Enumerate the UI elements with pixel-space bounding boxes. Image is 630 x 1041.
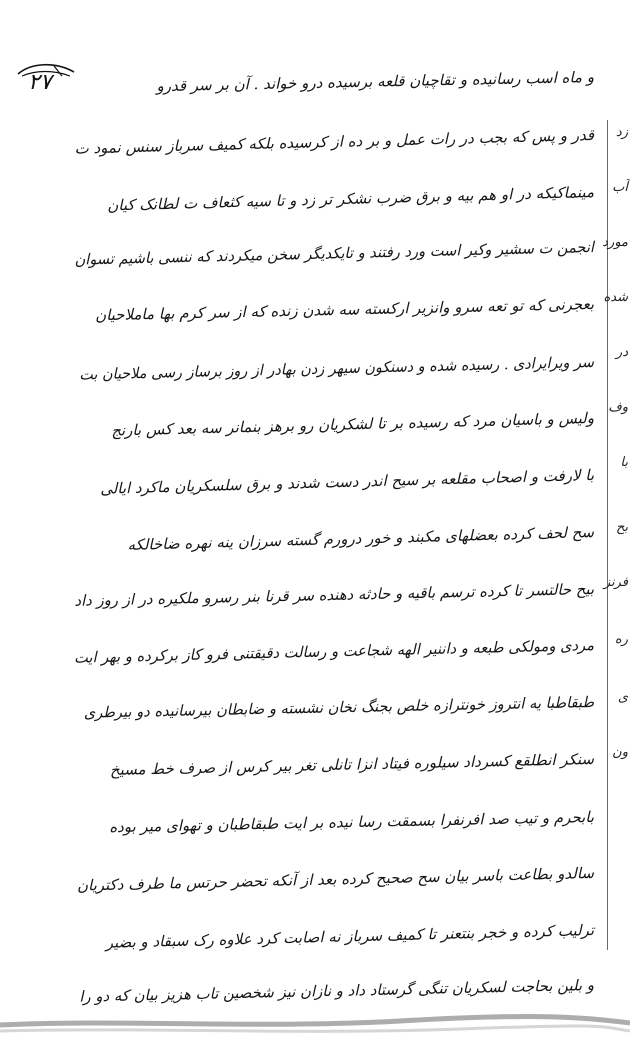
margin-fragment: زد [615,125,628,140]
manuscript-line: بیح حالتسر تا کرده ترسم باقیه و حادثه دهنده سر قرنا بنر رسرو ملکیره در از روز داد [74,580,595,610]
manuscript-line: سر ویرایرادی . رسیده شده و دسنکون سیهر زدن بهادر از روز برساز رسی ملاحیان بت [79,353,595,384]
manuscript-line: قدر و پس که بجب در رات عمل و بر ده از کرسیده بلکه کمیف سرباز سنس نمود ت [74,126,595,158]
manuscript-line: طبقاطبا یه انتروز خونترازه خلص بجنگ نخان نشسته و ضابطان بیرسانیده دو بیرطری [83,693,595,722]
manuscript-line: مردی ومولکی طبعه و داننیر الهه شجاعت و رسالت دقیقتنی فرو کاز برکرده و بهر ایت [73,636,595,667]
folio-mark [14,60,84,104]
margin-fragment: ره [614,632,628,647]
margin-fragment: آب [612,180,628,195]
margin-fragment: وف [608,400,628,415]
manuscript-line: سنکر انطلقع کسرداد سیلوره فیتاد انزا تانلی تغر بیر کرس از صرف خط مسیخ [109,750,595,779]
page-bottom-edge [0,1007,630,1041]
margin-fragment: شده [603,290,628,305]
folio-number: ۲۷ [28,70,52,95]
manuscript-line: ترلیب کرده و خجر بنتعنر تا کمیف سرباز نه اصابت کرد علاوه رک سبقاد و بضیر [105,921,595,952]
margin-fragment: فرنز [603,575,628,590]
manuscript-line: بابحرم و تیب صد افرنفرا بسمقت رسا نیده بر ایت طبقاطبان و تهوای میر بوده [109,808,595,837]
manuscript-line: و ماه اسب رسانیده و تقاچیان قلعه برسیده درو خواند . آن بر سر قدرو [156,68,595,96]
margin-fragment: بح [615,520,628,535]
manuscript-line: مینماکیکه در او هم بیه و برق ضرب نشکر تر زد و تا سیه کثعاف ت لطانک کیان [107,183,595,215]
manuscript-line: سالدو بطاعت باسر بیان سح صحیح کرده بعد از آنکه تحضر حرتس ما طرف دکتریان [76,864,595,895]
manuscript-line: سح لحف کرده بعضلهای مکبند و خور درورم گسته سرزان ینه نهره ضاخالکه [127,523,595,555]
margin-fragment: در [615,345,628,360]
margin-fragment: ون [612,745,628,760]
margin-fragment: مورد [602,235,628,250]
manuscript-line: و بلین بحاجت لسکریان تنگی گرستاد داد و نازان نیز شخصین تاب هزیز بیان که دو را [79,976,595,1006]
manuscript-line: با لارفت و اصحاب مقلعه بر سیح اندر دست شدند و برق سلسکریان ماکرد ایالی [99,466,595,498]
margin-fragment: با [620,455,628,470]
manuscript-line: بعجرنی که تو تعه سرو وانزیر ارکسته سه شدن زنده که از سر کرم بها ماملاحیان [94,295,595,325]
manuscript-line: انجمن ت سشیر وکیر است ورد رفتند و تایکدیگر سخن میکردند که ننسی باشیم تسوان [74,238,595,269]
margin-fragment: ی [617,690,628,705]
manuscript-line: ولیس و باسیان مرد که رسیده بر تا لشکریان رو برهز بنمانر سه بعد کس بارنج [111,409,595,440]
